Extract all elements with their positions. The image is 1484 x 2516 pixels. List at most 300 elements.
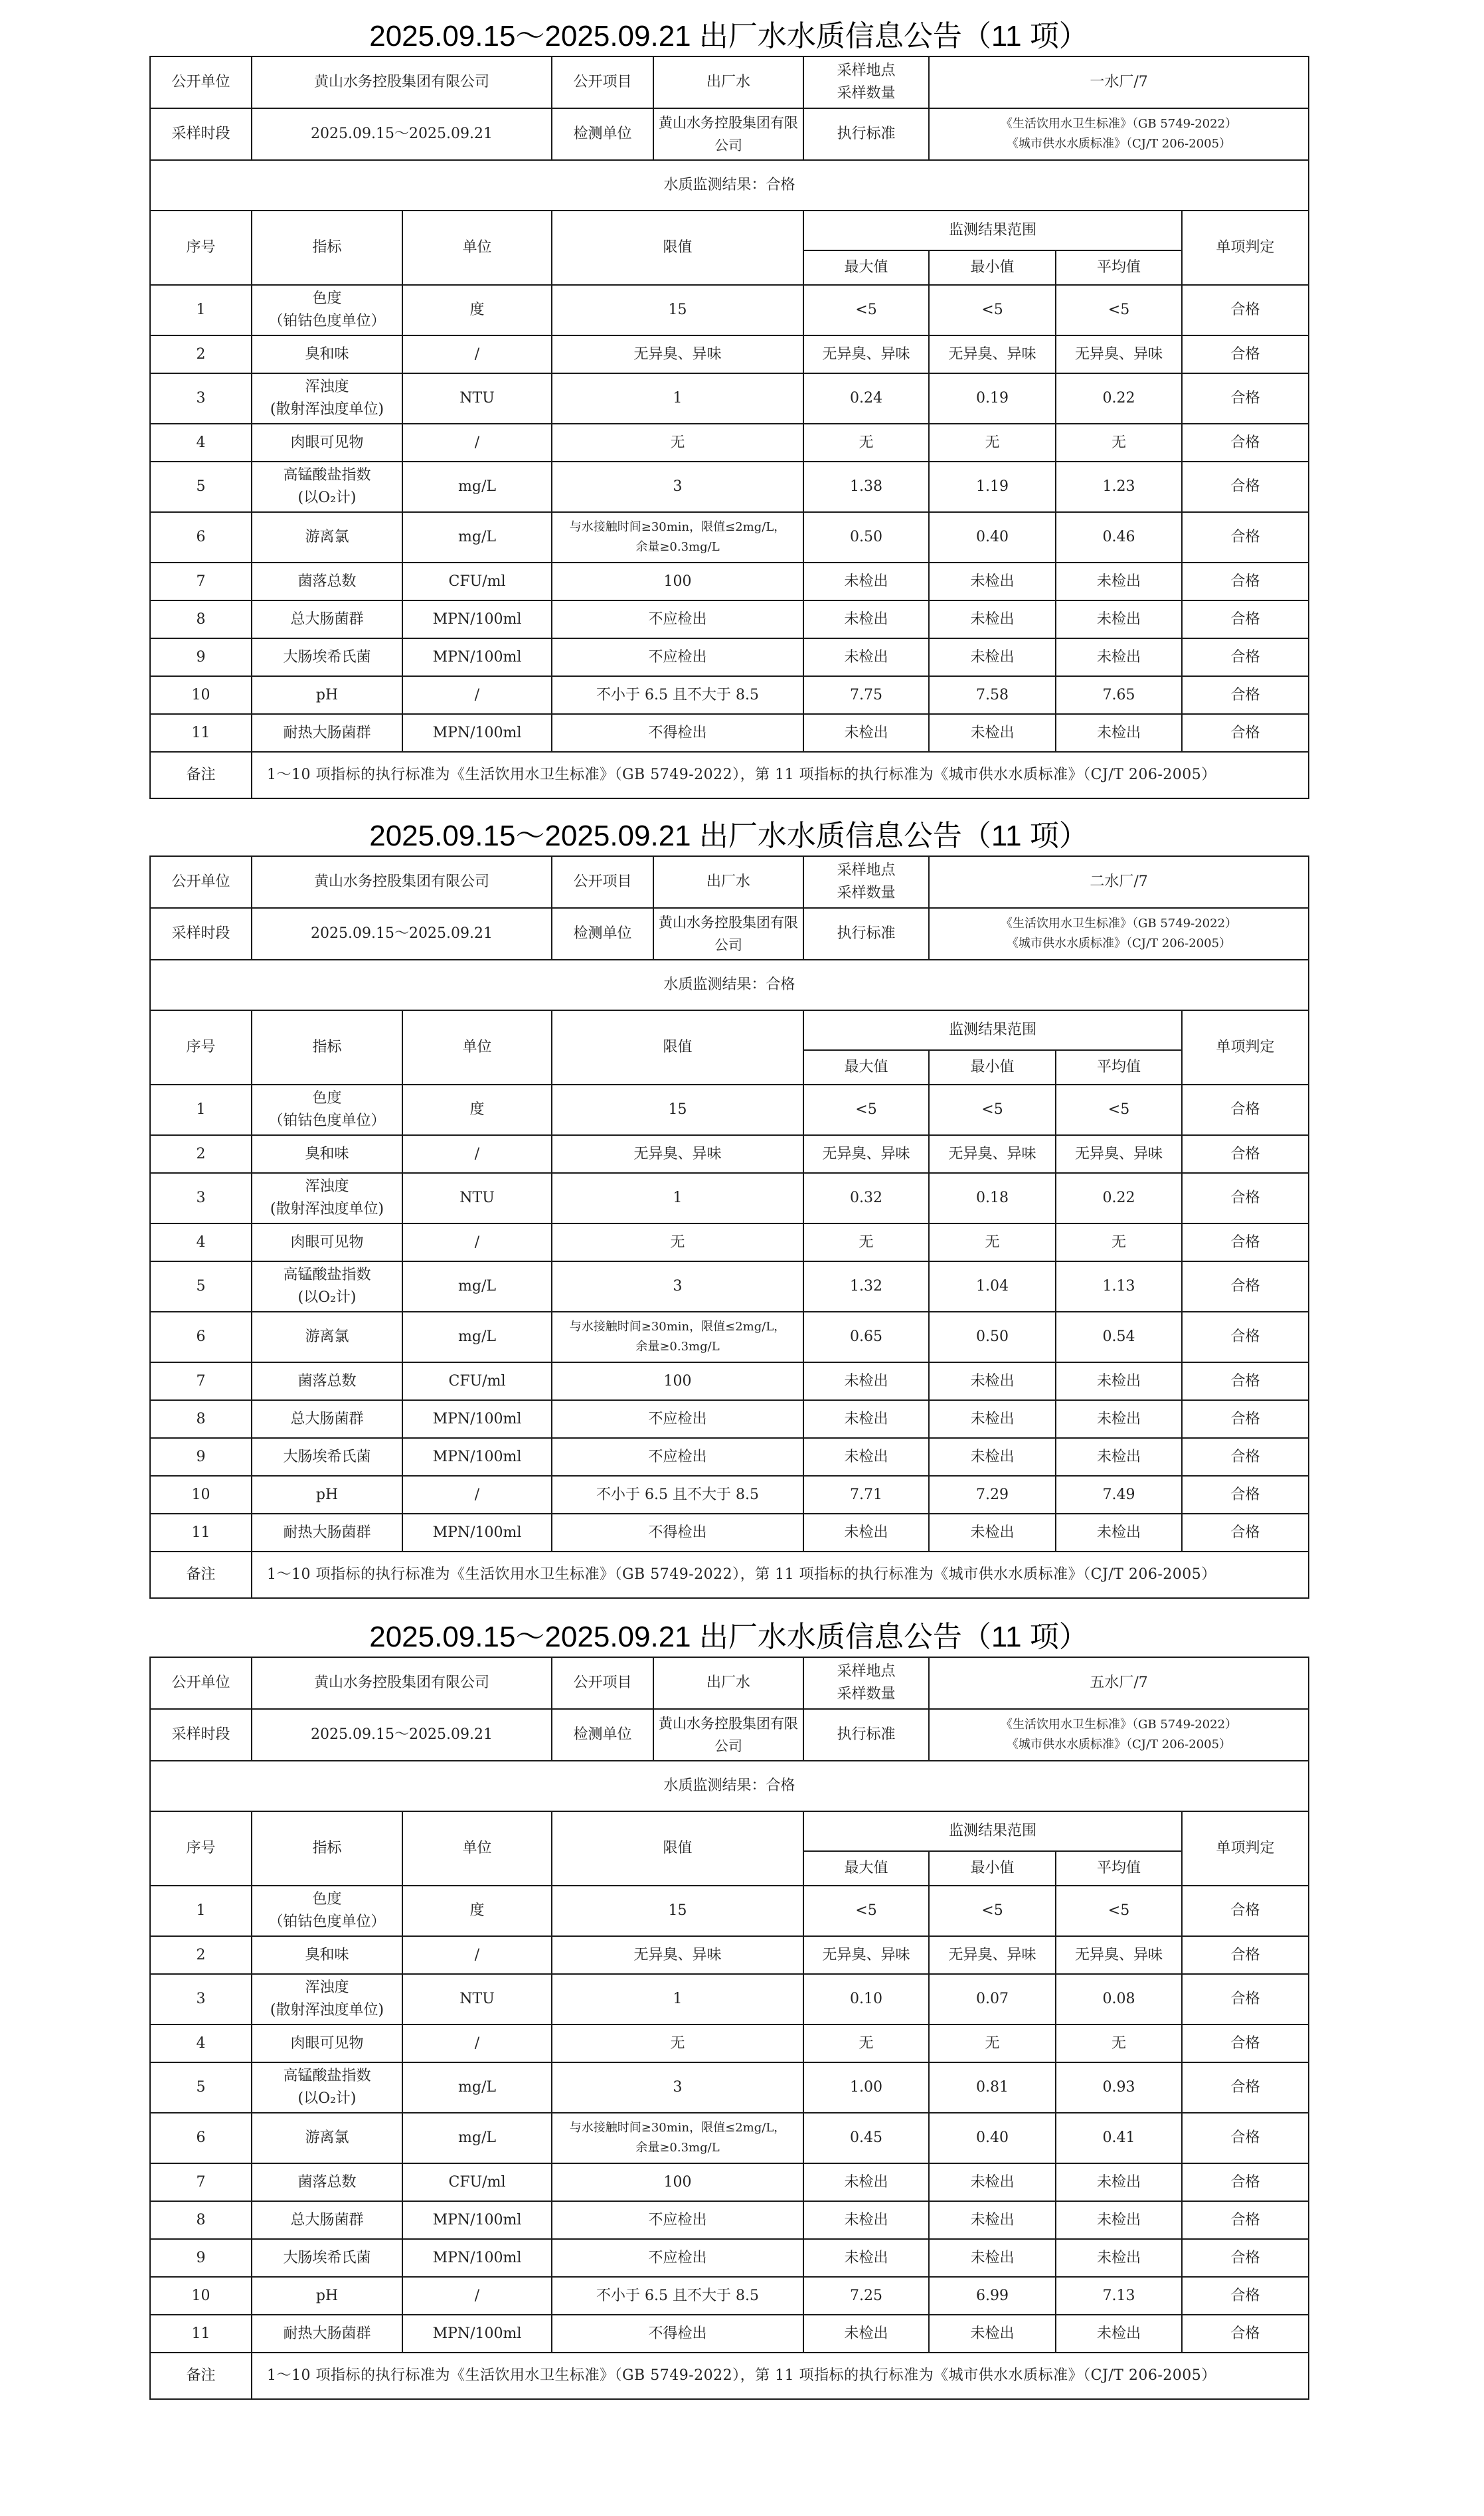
limit-line-2: 余量≥0.3mg/L xyxy=(635,1340,720,1354)
row-judge: 合格 xyxy=(1182,1223,1309,1261)
row-max: 未检出 xyxy=(803,2163,929,2201)
row-no: 11 xyxy=(150,2315,252,2353)
row-indicator xyxy=(252,1936,402,1974)
standard-line-1: 《生活饮用水卫生标准》（GB 5749-2022） xyxy=(1001,917,1238,931)
report-table xyxy=(149,855,1309,1599)
row-max: 未检出 xyxy=(803,600,929,638)
row-judge: 合格 xyxy=(1182,373,1309,424)
indicator-name: 耐热大肠菌群 xyxy=(283,1524,371,1541)
row-indicator xyxy=(252,2277,402,2315)
indicator-name: 菌落总数 xyxy=(297,1372,357,1390)
header-max: 最大值 xyxy=(803,1851,929,1886)
row-limit xyxy=(552,2277,803,2315)
header-limit: 限值 xyxy=(552,1811,803,1886)
publish-item-label: 公开项目 xyxy=(552,1658,654,1708)
row-avg: 无 xyxy=(1056,1223,1182,1261)
row-min: 6.99 xyxy=(929,2277,1056,2315)
site-label-cell xyxy=(803,856,929,908)
row-min: 未检出 xyxy=(929,2201,1056,2239)
row-avg: 未检出 xyxy=(1056,1514,1182,1552)
row-judge: 合格 xyxy=(1182,1974,1309,2024)
row-min: 未检出 xyxy=(929,2315,1056,2353)
site-value: 五水厂/7 xyxy=(929,1657,1309,1709)
row-limit xyxy=(552,424,803,462)
row-indicator xyxy=(252,1261,402,1312)
row-indicator xyxy=(252,462,402,512)
row-max: 7.25 xyxy=(803,2277,929,2315)
limit-line-1: 不应检出 xyxy=(648,1410,707,1427)
row-no: 10 xyxy=(150,1476,252,1514)
row-min: 未检出 xyxy=(929,600,1056,638)
row-indicator xyxy=(252,2315,402,2353)
row-max: 未检出 xyxy=(803,1400,929,1438)
row-min: 无异臭、异味 xyxy=(929,1135,1056,1173)
limit-line-1: 与水接触时间≥30min，限值≤2mg/L， xyxy=(569,1320,786,1334)
row-indicator xyxy=(252,285,402,335)
test-unit-label: 检测单位 xyxy=(552,1710,654,1760)
row-indicator xyxy=(252,2113,402,2163)
publish-unit-label: 公开单位 xyxy=(150,1657,252,1709)
row-max: 0.65 xyxy=(803,1312,929,1362)
report-title: 2025.09.15～2025.09.21 出厂水水质信息公告（11 项） xyxy=(369,820,1088,852)
indicator-subtitle: （铂钴色度单位） xyxy=(268,1113,386,1129)
row-judge: 合格 xyxy=(1182,2277,1309,2315)
table-row xyxy=(150,2239,1309,2277)
test-unit-cell xyxy=(552,108,803,160)
row-indicator xyxy=(252,1362,402,1400)
table-row xyxy=(150,1400,1309,1438)
table-row xyxy=(150,2163,1309,2201)
row-indicator xyxy=(252,600,402,638)
indicator-name: pH xyxy=(315,1486,339,1503)
info-row-2 xyxy=(150,908,1309,960)
row-judge: 合格 xyxy=(1182,1886,1309,1936)
row-no: 6 xyxy=(150,512,252,563)
row-limit xyxy=(552,714,803,752)
limit-line-1: 不得检出 xyxy=(648,724,707,741)
indicator-name: 高锰酸盐指数 xyxy=(283,2068,371,2084)
header-row-1 xyxy=(150,211,1309,250)
table-row xyxy=(150,373,1309,424)
table-row xyxy=(150,335,1309,373)
info-row-1 xyxy=(150,856,1309,908)
row-limit xyxy=(552,600,803,638)
note-row xyxy=(150,2353,1309,2399)
row-indicator xyxy=(252,335,402,373)
row-unit: 度 xyxy=(402,1886,552,1936)
row-judge: 合格 xyxy=(1182,1173,1309,1223)
row-limit xyxy=(552,1886,803,1936)
row-limit xyxy=(552,1476,803,1514)
indicator-name: 总大肠菌群 xyxy=(290,2211,364,2228)
limit-line-1: 不得检出 xyxy=(648,1524,707,1541)
row-indicator xyxy=(252,424,402,462)
row-judge: 合格 xyxy=(1182,1312,1309,1362)
row-max: 未检出 xyxy=(803,563,929,600)
indicator-name: 游离氯 xyxy=(305,1328,349,1345)
table-row xyxy=(150,1312,1309,1362)
row-no: 9 xyxy=(150,638,252,676)
row-indicator xyxy=(252,1223,402,1261)
limit-line-1: 不应检出 xyxy=(648,2249,707,2266)
row-limit xyxy=(552,1974,803,2024)
table-row xyxy=(150,1936,1309,1974)
indicator-name: 大肠埃希氏菌 xyxy=(283,1448,371,1465)
table-row xyxy=(150,1173,1309,1223)
standard-label: 执行标准 xyxy=(803,908,929,960)
row-min: 0.81 xyxy=(929,2062,1056,2113)
row-indicator xyxy=(252,1312,402,1362)
limit-line-1: 100 xyxy=(663,2173,692,2191)
row-indicator xyxy=(252,373,402,424)
row-avg: 0.46 xyxy=(1056,512,1182,563)
site-label: 采样地点 xyxy=(837,1663,896,1680)
table-row xyxy=(150,1135,1309,1173)
row-limit xyxy=(552,2315,803,2353)
row-no: 2 xyxy=(150,1135,252,1173)
note-text: 1～10 项指标的执行标准为《生活饮用水卫生标准》（GB 5749-2022），第 11 项指标的执行标准为《城市供水水质标准》（CJ/T 206-2005） xyxy=(252,1552,1309,1598)
publish-unit-value: 黄山水务控股集团有限公司 xyxy=(252,856,552,908)
row-limit xyxy=(552,1400,803,1438)
row-min: 0.50 xyxy=(929,1312,1056,1362)
row-min: <5 xyxy=(929,1085,1056,1135)
quantity-label: 采样数量 xyxy=(837,885,896,901)
header-avg: 平均值 xyxy=(1056,1050,1182,1085)
row-min: 无 xyxy=(929,424,1056,462)
row-unit: / xyxy=(402,2277,552,2315)
publish-item-cell xyxy=(552,1657,803,1709)
row-max: 未检出 xyxy=(803,2201,929,2239)
row-unit: mg/L xyxy=(402,512,552,563)
row-avg: 7.49 xyxy=(1056,1476,1182,1514)
indicator-name: 色度 xyxy=(312,290,342,307)
indicator-name: 浑浊度 xyxy=(305,1979,349,1996)
table-row xyxy=(150,1514,1309,1552)
row-max: 1.32 xyxy=(803,1261,929,1312)
row-no: 8 xyxy=(150,600,252,638)
row-indicator xyxy=(252,1135,402,1173)
row-max: 0.45 xyxy=(803,2113,929,2163)
row-no: 3 xyxy=(150,1974,252,2024)
row-unit: / xyxy=(402,1135,552,1173)
row-avg: 未检出 xyxy=(1056,2163,1182,2201)
row-no: 2 xyxy=(150,335,252,373)
row-limit xyxy=(552,1514,803,1552)
table-row xyxy=(150,1886,1309,1936)
test-unit-label: 检测单位 xyxy=(552,109,654,159)
row-unit: MPN/100ml xyxy=(402,714,552,752)
note-text: 1～10 项指标的执行标准为《生活饮用水卫生标准》（GB 5749-2022），第 11 项指标的执行标准为《城市供水水质标准》（CJ/T 206-2005） xyxy=(252,2353,1309,2399)
row-unit: / xyxy=(402,1936,552,1974)
publish-item-label: 公开项目 xyxy=(552,57,654,108)
header-row-1 xyxy=(150,1811,1309,1851)
row-judge: 合格 xyxy=(1182,2163,1309,2201)
limit-line-1: 无异臭、异味 xyxy=(633,1145,722,1162)
limit-line-1: 无 xyxy=(670,2034,685,2052)
row-avg: 未检出 xyxy=(1056,2239,1182,2277)
indicator-name: 色度 xyxy=(312,1891,342,1908)
table-row xyxy=(150,2315,1309,2353)
row-avg: 7.13 xyxy=(1056,2277,1182,2315)
limit-line-1: 无异臭、异味 xyxy=(633,1946,722,1963)
row-max: 未检出 xyxy=(803,1514,929,1552)
row-avg: 未检出 xyxy=(1056,638,1182,676)
row-avg: 无异臭、异味 xyxy=(1056,1936,1182,1974)
limit-line-1: 3 xyxy=(673,2079,683,2096)
limit-line-1: 无 xyxy=(670,434,685,451)
row-min: 7.29 xyxy=(929,1476,1056,1514)
row-limit xyxy=(552,335,803,373)
result-summary-row xyxy=(150,1761,1309,1811)
standard-line-2: 《城市供水水质标准》（CJ/T 206-2005） xyxy=(1007,937,1232,950)
row-indicator xyxy=(252,1514,402,1552)
row-unit: MPN/100ml xyxy=(402,638,552,676)
header-no: 序号 xyxy=(150,1010,252,1085)
indicator-name: 色度 xyxy=(312,1090,342,1107)
row-unit: MPN/100ml xyxy=(402,600,552,638)
row-unit: mg/L xyxy=(402,1312,552,1362)
header-indicator: 指标 xyxy=(252,211,402,285)
publish-unit-label: 公开单位 xyxy=(150,856,252,908)
info-row-1 xyxy=(150,56,1309,108)
period-value: 2025.09.15～2025.09.21 xyxy=(252,908,552,960)
publish-unit-value: 黄山水务控股集团有限公司 xyxy=(252,1657,552,1709)
table-row xyxy=(150,1974,1309,2024)
table-row xyxy=(150,462,1309,512)
standard-label: 执行标准 xyxy=(803,108,929,160)
result-summary: 水质监测结果：合格 xyxy=(150,1761,1309,1811)
row-avg: 1.13 xyxy=(1056,1261,1182,1312)
table-row xyxy=(150,1362,1309,1400)
row-indicator xyxy=(252,2201,402,2239)
row-judge: 合格 xyxy=(1182,638,1309,676)
report-table xyxy=(149,56,1309,799)
standard-value xyxy=(929,108,1309,160)
row-no: 5 xyxy=(150,1261,252,1312)
row-judge: 合格 xyxy=(1182,1261,1309,1312)
row-unit: CFU/ml xyxy=(402,2163,552,2201)
publish-item-value: 出厂水 xyxy=(706,873,751,890)
row-limit xyxy=(552,1085,803,1135)
row-min: 未检出 xyxy=(929,2239,1056,2277)
indicator-name: 臭和味 xyxy=(305,1946,349,1963)
row-avg: 0.22 xyxy=(1056,373,1182,424)
row-max: 1.00 xyxy=(803,2062,929,2113)
indicator-subtitle: （铂钴色度单位） xyxy=(268,1914,386,1930)
site-value: 一水厂/7 xyxy=(929,56,1309,108)
note-text: 1～10 项指标的执行标准为《生活饮用水卫生标准》（GB 5749-2022），第 11 项指标的执行标准为《城市供水水质标准》（CJ/T 206-2005） xyxy=(252,752,1309,798)
header-indicator: 指标 xyxy=(252,1010,402,1085)
row-no: 9 xyxy=(150,2239,252,2277)
row-unit: NTU xyxy=(402,373,552,424)
row-judge: 合格 xyxy=(1182,1438,1309,1476)
row-max: 7.75 xyxy=(803,676,929,714)
info-row-2 xyxy=(150,108,1309,160)
row-min: 1.04 xyxy=(929,1261,1056,1312)
row-unit: / xyxy=(402,335,552,373)
table-row xyxy=(150,1438,1309,1476)
note-label: 备注 xyxy=(150,2353,252,2399)
limit-line-2: 余量≥0.3mg/L xyxy=(635,540,720,554)
limit-line-1: 不小于 6.5 且不大于 8.5 xyxy=(596,686,759,703)
standard-line-1: 《生活饮用水卫生标准》（GB 5749-2022） xyxy=(1001,1718,1238,1732)
row-unit: MPN/100ml xyxy=(402,2239,552,2277)
row-min: 0.40 xyxy=(929,512,1056,563)
limit-line-1: 1 xyxy=(673,1991,683,2007)
period-value: 2025.09.15～2025.09.21 xyxy=(252,1709,552,1761)
standard-label: 执行标准 xyxy=(803,1709,929,1761)
row-min: 未检出 xyxy=(929,2163,1056,2201)
period-label: 采样时段 xyxy=(150,908,252,960)
indicator-name: 菌落总数 xyxy=(297,2173,357,2191)
row-avg: 未检出 xyxy=(1056,600,1182,638)
row-no: 1 xyxy=(150,1886,252,1936)
row-unit: MPN/100ml xyxy=(402,1514,552,1552)
limit-line-1: 与水接触时间≥30min，限值≤2mg/L， xyxy=(569,520,786,534)
header-unit: 单位 xyxy=(402,1811,552,1886)
row-unit: / xyxy=(402,1223,552,1261)
row-indicator xyxy=(252,2239,402,2277)
table-row xyxy=(150,600,1309,638)
row-avg: 7.65 xyxy=(1056,676,1182,714)
row-unit: mg/L xyxy=(402,1261,552,1312)
limit-line-1: 15 xyxy=(668,1902,687,1919)
indicator-name: 总大肠菌群 xyxy=(290,610,364,628)
row-unit: MPN/100ml xyxy=(402,1438,552,1476)
indicator-name: 臭和味 xyxy=(305,345,349,363)
row-max: 无 xyxy=(803,2024,929,2062)
indicator-name: 游离氯 xyxy=(305,529,349,545)
publish-item-cell xyxy=(552,856,803,908)
indicator-name: 肉眼可见物 xyxy=(290,2034,364,2052)
publish-item-value: 出厂水 xyxy=(706,1674,751,1691)
row-avg: 0.93 xyxy=(1056,2062,1182,2113)
row-judge: 合格 xyxy=(1182,2315,1309,2353)
publish-item-label: 公开项目 xyxy=(552,857,654,907)
row-no: 10 xyxy=(150,676,252,714)
row-min: 未检出 xyxy=(929,1362,1056,1400)
indicator-name: 耐热大肠菌群 xyxy=(283,2325,371,2342)
row-indicator xyxy=(252,1085,402,1135)
table-row xyxy=(150,2024,1309,2062)
row-min: 无异臭、异味 xyxy=(929,1936,1056,1974)
row-judge: 合格 xyxy=(1182,563,1309,600)
period-label: 采样时段 xyxy=(150,108,252,160)
report-title: 2025.09.15～2025.09.21 出厂水水质信息公告（11 项） xyxy=(369,1621,1088,1653)
row-indicator xyxy=(252,1886,402,1936)
limit-line-1: 3 xyxy=(673,1278,683,1295)
indicator-name: 肉眼可见物 xyxy=(290,434,364,451)
row-indicator xyxy=(252,1400,402,1438)
header-min: 最小值 xyxy=(929,250,1056,285)
indicator-subtitle: (以O₂计) xyxy=(297,1289,357,1306)
standard-line-2: 《城市供水水质标准》（CJ/T 206-2005） xyxy=(1007,1738,1232,1752)
row-judge: 合格 xyxy=(1182,2024,1309,2062)
row-judge: 合格 xyxy=(1182,424,1309,462)
result-summary-row xyxy=(150,160,1309,211)
row-no: 6 xyxy=(150,1312,252,1362)
row-avg: 未检出 xyxy=(1056,2201,1182,2239)
row-unit: MPN/100ml xyxy=(402,2315,552,2353)
table-row xyxy=(150,285,1309,335)
publish-unit-label: 公开单位 xyxy=(150,56,252,108)
limit-line-1: 15 xyxy=(668,1101,687,1118)
row-indicator xyxy=(252,1476,402,1514)
limit-line-1: 不应检出 xyxy=(648,648,707,666)
table-row xyxy=(150,2062,1309,2113)
row-indicator xyxy=(252,512,402,563)
row-max: 0.10 xyxy=(803,1974,929,2024)
row-max: 无异臭、异味 xyxy=(803,335,929,373)
indicator-name: 菌落总数 xyxy=(297,573,357,590)
row-unit: / xyxy=(402,676,552,714)
limit-line-1: 无异臭、异味 xyxy=(633,345,722,363)
test-unit-value: 黄山水务控股集团有限公司 xyxy=(659,115,799,153)
row-limit xyxy=(552,2239,803,2277)
report-table xyxy=(149,1657,1309,2400)
row-indicator xyxy=(252,2163,402,2201)
row-unit: / xyxy=(402,2024,552,2062)
row-no: 1 xyxy=(150,285,252,335)
row-avg: 0.41 xyxy=(1056,2113,1182,2163)
row-no: 11 xyxy=(150,714,252,752)
row-no: 1 xyxy=(150,1085,252,1135)
standard-value xyxy=(929,1709,1309,1761)
row-avg: 未检出 xyxy=(1056,714,1182,752)
row-min: 0.40 xyxy=(929,2113,1056,2163)
row-no: 5 xyxy=(150,462,252,512)
row-unit: / xyxy=(402,1476,552,1514)
row-avg: <5 xyxy=(1056,285,1182,335)
header-no: 序号 xyxy=(150,1811,252,1886)
indicator-name: 大肠埃希氏菌 xyxy=(283,648,371,666)
row-limit xyxy=(552,2062,803,2113)
limit-line-1: 不应检出 xyxy=(648,610,707,628)
result-summary-row xyxy=(150,960,1309,1010)
row-indicator xyxy=(252,676,402,714)
row-unit: / xyxy=(402,424,552,462)
header-range: 监测结果范围 xyxy=(803,1010,1182,1050)
row-unit: CFU/ml xyxy=(402,563,552,600)
row-avg: 无异臭、异味 xyxy=(1056,1135,1182,1173)
row-judge: 合格 xyxy=(1182,2239,1309,2277)
table-row xyxy=(150,424,1309,462)
row-limit xyxy=(552,2024,803,2062)
row-min: 未检出 xyxy=(929,1438,1056,1476)
header-max: 最大值 xyxy=(803,250,929,285)
indicator-name: pH xyxy=(315,2287,339,2304)
row-avg: 无异臭、异味 xyxy=(1056,335,1182,373)
row-no: 7 xyxy=(150,2163,252,2201)
header-min: 最小值 xyxy=(929,1851,1056,1886)
row-min: 未检出 xyxy=(929,714,1056,752)
row-indicator xyxy=(252,2024,402,2062)
test-unit-value: 黄山水务控股集团有限公司 xyxy=(659,915,799,953)
header-no: 序号 xyxy=(150,211,252,285)
test-unit-cell xyxy=(552,1709,803,1761)
row-avg: <5 xyxy=(1056,1085,1182,1135)
row-min: 无 xyxy=(929,2024,1056,2062)
indicator-name: pH xyxy=(315,686,339,703)
row-max: 0.50 xyxy=(803,512,929,563)
header-judge: 单项判定 xyxy=(1182,1811,1309,1886)
site-label: 采样地点 xyxy=(837,62,896,79)
row-judge: 合格 xyxy=(1182,600,1309,638)
row-no: 5 xyxy=(150,2062,252,2113)
limit-line-1: 100 xyxy=(663,573,692,590)
info-row-2 xyxy=(150,1709,1309,1761)
note-row xyxy=(150,1552,1309,1598)
